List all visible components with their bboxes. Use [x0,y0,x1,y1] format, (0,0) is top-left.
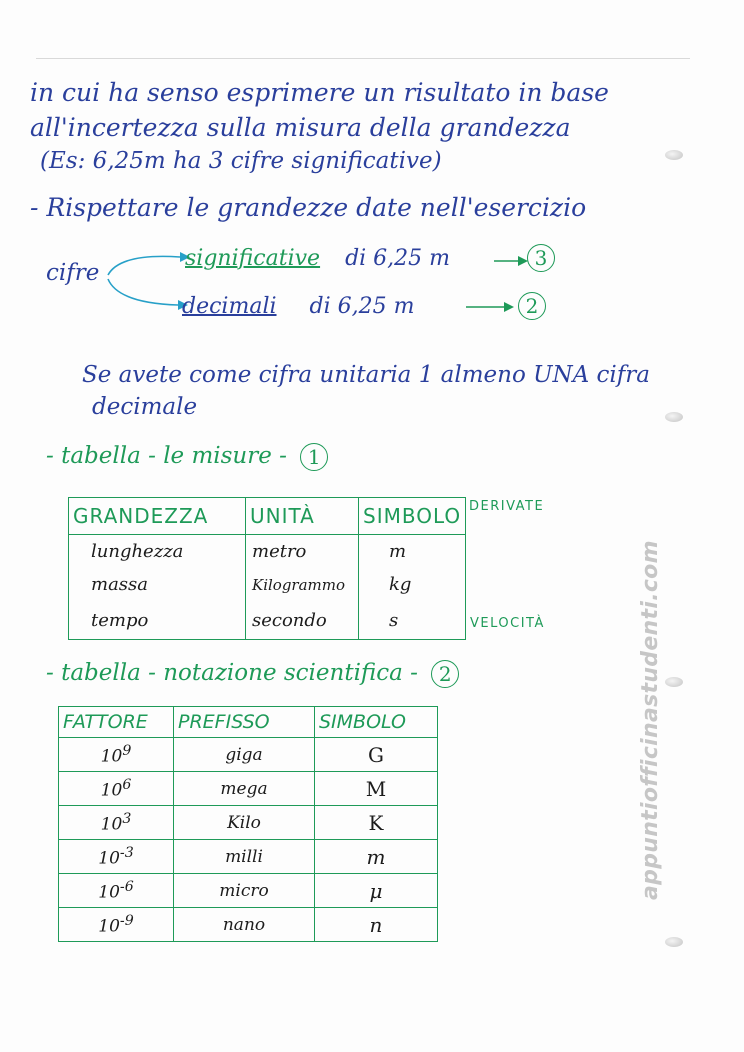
factor-exponent: -9 [119,912,134,929]
text-line-1: in cui ha senso esprimere un risultato in base [30,78,609,107]
table-row [69,535,466,569]
table-header-row [69,498,466,535]
diagram-root-label: cifre [46,260,100,286]
factor-exponent: 6 [122,776,132,793]
cell: kg [359,568,466,601]
side-label-derivate: DERIVATE [469,499,545,514]
table2-heading [46,660,459,688]
table1-heading-number: 1 [300,443,328,471]
factor-base: 10 [100,814,123,835]
cell-factor [59,738,174,772]
cell: metro [246,535,359,569]
cell: m [359,535,466,569]
table-row [69,568,466,601]
col-header-grandezza: GRANDEZZA [69,498,246,535]
top-rule-line [36,58,690,59]
text-line-4: - Rispettare le grandezze date nell'esercizio [30,193,587,222]
cell: lunghezza [69,535,246,569]
binder-hole-2 [665,412,683,422]
result-three-circle: 3 [527,244,555,272]
scientific-notation-table [58,706,438,942]
cell: milli [174,840,315,874]
cell: Kilogrammo [246,568,359,601]
result-three [527,244,555,272]
text-line-6: decimale [92,394,198,420]
cell: mega [174,772,315,806]
cell: nano [174,908,315,942]
side-label-velocita: VELOCITÀ [470,616,545,631]
table-row [69,601,466,640]
table-row [59,738,438,772]
cell: K [315,806,438,840]
table-row [59,908,438,942]
col-header-simbolo: SIMBOLO [315,707,438,738]
cell: m [315,840,438,874]
factor-base: 10 [100,780,123,801]
factor-exponent: -6 [119,878,134,895]
table-row [59,874,438,908]
cell: M [315,772,438,806]
text-line-2: all'incertezza sulla misura della grandezza [30,113,571,142]
cell: secondo [246,601,359,640]
cell: μ [315,874,438,908]
measures-table [68,497,466,640]
cell-factor [59,806,174,840]
col-header-fattore: FATTORE [59,707,174,738]
cell-factor [59,772,174,806]
table-row [59,772,438,806]
factor-exponent: 3 [122,810,132,827]
cell: giga [174,738,315,772]
branch-significative-term: significative [185,246,321,271]
cell-factor [59,874,174,908]
factor-exponent: 9 [122,742,132,759]
cell: G [315,738,438,772]
branch-decimali-term: decimali [182,294,277,319]
factor-base: 10 [98,848,120,869]
branch-significative [185,246,450,271]
branch-significative-rest: di 6,25 m [345,246,451,271]
col-header-simbolo: SIMBOLO [359,498,466,535]
cell: massa [69,568,246,601]
factor-exponent: -3 [119,844,134,861]
result-two-circle: 2 [518,292,546,320]
binder-hole-1 [665,150,683,160]
binder-hole-3 [665,677,683,687]
cell: micro [174,874,315,908]
binder-hole-4 [665,937,683,947]
factor-base: 10 [98,882,120,903]
text-line-3: (Es: 6,25m ha 3 cifre significative) [40,148,442,174]
cell-factor [59,908,174,942]
cell: tempo [69,601,246,640]
table1-heading [46,443,328,471]
table1-heading-label: - tabella - le misure - [46,443,287,469]
factor-base: 10 [98,916,120,937]
watermark-text: appuntiofficinastudenti.com [638,540,663,900]
cell: Kilo [174,806,315,840]
table2-heading-label: - tabella - notazione scientifica - [46,660,418,686]
text-line-5: Se avete come cifra unitaria 1 almeno UNA cifra [82,362,650,388]
cell: n [315,908,438,942]
table-row [59,806,438,840]
table-row [59,840,438,874]
factor-base: 10 [100,746,123,767]
branch-decimali-rest: di 6,25 m [309,294,415,319]
branch-decimali [182,294,414,319]
table2-heading-number: 2 [431,660,459,688]
result-two [518,292,546,320]
table-header-row [59,707,438,738]
col-header-unita: UNITÀ [246,498,359,535]
cell-factor [59,840,174,874]
cell: s [359,601,466,640]
col-header-prefisso: PREFISSO [174,707,315,738]
